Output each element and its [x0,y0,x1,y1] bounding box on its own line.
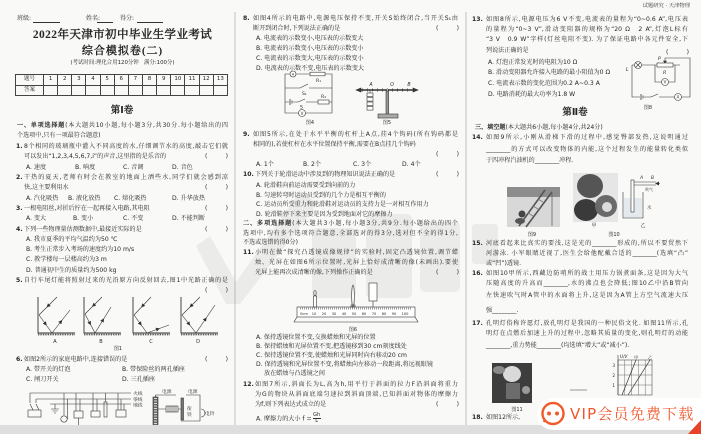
scale-label: 50 [351,312,357,316]
question-text: 光屏上能再次成清晰的像,下列操作正确的是 [255,269,373,276]
figure-2-household-circuit [28,393,131,429]
fig8-caption: 图8 [643,105,653,111]
score-label: 得分: [120,15,135,22]
option-d: D. 三孔插座 [122,376,155,383]
answer-cell [128,85,142,96]
fig2-neutral-wire-label: 零线 [133,398,143,403]
table-question-number: 11 [185,75,199,86]
figure-10-pressure-cooker-photo [573,173,618,222]
scale-label: 10 [311,312,317,316]
option-d: D. 升华放热 [172,195,205,202]
answer-cell [171,85,185,96]
fig9-caption: 图9 [527,232,537,238]
answer-bracket: ( ) [436,269,460,276]
figure-1-reflection-diagrams [38,297,218,335]
figure-11-sky-lantern-photo [492,363,532,403]
table-question-number: 4 [86,75,100,86]
section-3-text: (本大题共6小题,每小题4分,共24分) [505,124,603,131]
question-text: 断开到闭合时,下列说法正确的是 [253,25,341,32]
fig3-armature-label-1: 衔 [187,407,192,412]
question-number: 4. [16,226,23,233]
option-c: C. 音调 [123,164,144,171]
table-question-number: 5 [100,75,114,86]
fig2-ground-wire-label: 地线 [133,403,143,409]
question-text: 如图9所示,小刚从滑梯下滑的过程中,感觉臀部发热,这说明通过 [486,134,688,141]
answer-table-number-row [16,75,228,86]
figure-8-circuit [632,58,690,101]
option-a: A. 汽化吸热 [26,195,59,202]
question-text: 河游泳. 小军眼睛近视了,医生会给他配戴合适的________(选填“凸” [486,250,688,257]
fig5-pivot-o-label: O [390,83,394,88]
fig4-ammeter-symbol: A [291,72,295,77]
option-c: C. 闸刀开关 [26,376,59,383]
question-text: 如图4所示的电路中,电源电压保持不变,开关S始终闭合,当开关S₁由 [253,15,458,22]
graph-series-jia: 甲 [634,355,639,360]
option-d: D. 4个 [402,161,421,168]
section-1-text: 个选项中,只有一项最符合题意) [17,132,101,139]
section-2-text: (本大题共3小题,每小题3分,共9分.每小题给出的四个 [292,220,458,227]
fraction-numerator: Gh [313,412,321,418]
question-number: 3. [16,205,23,212]
section-2-title: 二、多项选择题 [243,220,293,227]
scale-label: 60 [361,312,367,316]
graph-y-tick-2: 2 [612,373,615,378]
option-d: D. 电路消耗的最大功率为1.8 W [488,91,576,98]
fig6-caption: 图6 [348,327,358,333]
fig4-r1-label: R₁ [316,79,322,84]
scale-label: 90 [391,312,397,316]
fig8-slider-label: P [658,57,661,62]
answer-cell [142,85,156,96]
exam-title: 2022年天津市初中毕业生学业考试 [32,29,213,41]
fig5-caption: 图5 [382,120,392,126]
answer-table-answer-row [16,85,228,96]
fig10-tube-b-label: B [651,176,655,181]
figure-3-electric-bell [153,395,205,429]
exam-time-score-note: (考试时间:理化合用120分钟 满分:100分) [70,59,175,66]
question-text: 如图10甲所示,西藏边防哨所的战士用压力锅煮面条,这是因为大气 [486,270,688,277]
question-number: 10. [243,171,254,178]
option-b: B. 2个 [303,161,322,168]
option-b: B. 滑动变阻器允许接入电路的最小阻值为0 Ω [488,69,611,76]
question-text: ________,重力势能________(均选填“增大”或“减小”). [486,342,630,349]
fig8-voltmeter-symbol: V [663,79,667,85]
question-number: 6. [16,356,23,363]
question-text: 为G的物块从斜面底端匀速拉到斜面顶端,已知斜面对物体的摩擦力 [255,391,458,398]
name-blank [97,22,113,23]
fig10-tube-a-label: A [640,176,644,181]
scale-label: 0cm [300,312,308,316]
fig10-water-label: 水 [647,206,652,211]
figure-5-lever [356,88,418,118]
graph-y-axis-label: U/V [620,354,628,359]
question-number: 13. [472,16,483,23]
section-3-heading [475,124,603,132]
question-text: 小明在做“探究凸透镜成像规律”的实验时,固定凸透镜位置,调节蜡 [255,249,458,256]
table-row-label: 题号 [16,75,44,86]
option-d: D. 普通初中生的质量约为500 kg [26,267,117,274]
answer-cell [213,85,227,96]
answer-cell [44,85,58,96]
question-text: 左快速吹气时A管中的水面将上升,这是因为A管上方空气流速大压 [486,292,688,299]
answer-bracket: ( ) [436,151,460,158]
question-number: 9. [243,131,250,138]
answer-bracket: ( ) [205,287,229,294]
name-label: 姓名: [86,15,101,22]
option-c: C. 电流表的示数变大,电压表的示数变小 [256,55,364,62]
question-number: 16. [472,270,483,277]
scale-label: 100 [401,312,409,316]
section-2-text: 不选或选错的得0分) [243,239,299,246]
fig3-source-label-1: 电源 [162,390,172,395]
answer-cell [185,85,199,96]
answer-bracket: ( ) [205,153,229,160]
fig2-live-wire-label: 火线 [133,392,143,397]
option-d: D. 保持透镜和光屏位置不变,将蜡烛向左移动一段距离,将远视眼镜 [256,361,433,368]
question-text: 如图5所示,在处于水平平衡的杠杆上A点,挂4个钩码(所有钩码都是 [253,131,458,138]
option-c: C. 3个 [353,161,372,168]
option-d: D. 音色 [172,164,193,171]
option-b: B. 电流表的示数变小,电压表的示数变小 [256,45,364,52]
fig4-r2-label: R₂ [321,95,327,100]
scale-label: 70 [371,312,377,316]
answer-bracket: ( ) [205,226,229,233]
figure-4-circuit [285,71,332,117]
answer-bracket: ( ) [436,171,460,178]
table-question-number: 2 [58,75,72,86]
option-b: B. 保持蜡烛和光屏位置不变,把透镜移到30 cm刻度线处 [256,343,407,350]
table-question-number: 3 [72,75,86,86]
answer-cell [114,85,128,96]
question-number: 2. [16,174,23,181]
fig3-source-label-2: 电源 [188,390,198,395]
scale-label: 20 [321,312,327,316]
table-question-number: 7 [128,75,142,86]
question-text: 快,这主要利用水 [24,184,69,191]
question-text: 河底看起来比真实的要浅,这是光的________形成的,所以不要贸然下 [486,240,688,247]
table-question-number: 6 [114,75,128,86]
option-d: D. 不能判断 [172,215,205,222]
option-c: C. 教学楼每一层楼高约为3 m [26,256,107,263]
question-number: 17. [472,320,483,327]
question-text: 如图12所示, [486,414,521,421]
option-c: C. 保持透镜位置不变,使蜡烛和光屏同时向右移动20 cm [256,352,407,359]
option-a [256,413,321,423]
option-c: C. 运动员所受重力和轮滑鞋对运动员的支持力是一对相互作用力 [256,201,429,208]
score-blank [137,22,163,23]
question-number: 8. [243,15,250,22]
option-a: A. 电流表的示数变小,电压表的示数变大 [256,35,364,42]
question-text: 如图7所示,斜面长为L,高为h,用平行于斜面的拉力F沿斜面将重力 [255,381,458,388]
question-text: 列说法正确的是 [486,47,529,54]
answer-cell [100,85,114,96]
question-number: 5. [16,277,23,284]
fig3-bell-label: 电铃 [205,412,215,417]
fig10-sub-label-yi: 乙 [640,223,646,229]
section-2-heading [243,220,458,228]
scale-label: 40 [341,312,347,316]
option-a: A. 带开关的灯泡 [26,366,71,373]
question-text: 下列一些物理量估测数据中,最接近实际的是 [24,226,142,233]
question-number: 1. [16,143,23,150]
part-1-title: 第Ⅰ卷 [110,105,134,116]
question-text: 自行车尾灯能将照射过来的光沿原方向反射回去,图1中光路正确的是 [24,277,228,284]
question-text: 为f,则下列表达式成立的是 [255,401,327,408]
section-2-text: 选项中,均有多个选项符合题意,全部选对的得3分,选对但不全的得1分, [243,230,458,237]
fig10-caption: 图10 [608,232,620,238]
fig4-s-label: S [300,105,303,111]
question-text: 相同的),若使杠杆在水平位置保持平衡,需要在B点挂几个钩码 [253,141,416,148]
question-text: 8个相同的玻璃瓶中灌入不同高度的水,仔细调节水的高度,敲击它们就 [24,143,228,150]
fraction [313,413,321,424]
question-number: 18. [472,414,483,421]
question-text: 如图8所示,电源电压为6 V不变,电流表的量程为“0~0.6 A”,电压表 [486,16,688,23]
option-b: B. 匀速转弯时运动员受到的几个力是相互平衡的 [256,192,386,199]
exam-subtitle-volume: 综合模拟卷(二) [81,45,164,57]
option-b: B. 液化放热 [68,195,101,202]
graph-y-tick-1: 1 [612,383,615,388]
option-a: A. 变大 [26,215,47,222]
vip-download-banner[interactable] [537,398,701,430]
option-c: C. 电流表示数的变化范围为0.2 A~0.3 A [488,80,600,87]
question-text: 下列关于轮滑运动中涉及到的物理知识说法正确的是 [255,171,396,178]
fig1-label-a: A [53,339,57,345]
table-question-number: 10 [171,75,185,86]
question-text: 或“凹”)透镜. [486,260,522,267]
graph-y-tick-3: 3 [612,363,615,368]
question-text: 烛、光屏在如图6所示位置时,光屏上恰好成清晰的像(未画出).要使 [255,259,458,266]
option-b: B. 响度 [75,164,96,171]
table-question-number: 9 [157,75,171,86]
fraction-denominator: L [315,418,319,424]
figure-11-voltage-graph [570,355,652,395]
fig8-lamp-label: L [626,68,629,73]
option-a: A. 灯泡正常发光时的电阻为10 Ω [488,59,578,66]
figure-9-slide-photo [507,187,560,227]
option-b: B. 变小 [73,215,94,222]
question-text: 于四冲程汽油机的________冲程. [486,157,574,164]
answer-cell [199,85,213,96]
question-text: 干热的夏天,老师有时会在教室的地面上洒些水,同学们就会感到凉 [24,174,228,181]
answer-cell [72,85,86,96]
running-title: 试题研究 · 天津物理 [642,2,690,9]
option-d: D. 轮滑鞋停下来主要是因为受到地面对它的摩擦力 [256,211,393,218]
fig10-blow-label: 吹气 [645,187,653,192]
question-number: 14. [472,134,483,141]
answer-cell [86,85,100,96]
fig1-label-c: C [149,339,153,345]
fig1-label-d: D [196,339,200,345]
question-text: 孔明灯俗称许愿灯,放孔明灯是我国的一种民俗文化. 如图11所示,孔 [486,320,688,327]
option-b: B. 带保险丝的两孔插座 [122,366,185,373]
option-a: A. 我市夏季的平均气温约为50 ℃ [26,236,118,243]
answer-bracket: ( ) [666,49,690,56]
fig8-rheostat-label: R [663,71,667,76]
option-d: D. 电流表的示数不变,电压表的示数变大 [256,65,365,72]
figure-10-tube-experiment [623,180,660,218]
fig10-sub-label-jia: 甲 [591,223,597,229]
vip-download-text: VIP会员免费下载 [570,405,695,423]
question-text: 的量程为“0~3 V”,滑动变阻器的规格为“20 Ω 2 A”,灯泡L标有 [486,26,688,33]
part-2-title: 第Ⅱ卷 [562,107,588,118]
fig4-s1-label: S₁ [302,92,307,97]
answer-bracket: ( ) [205,184,229,191]
answer-bracket: ( ) [436,25,460,32]
fig5-point-a-label: A [369,83,373,88]
option-a-text: A. 摩擦力的大小 f = [256,415,312,423]
scale-label: 30 [331,312,337,316]
option-c: C. 熔化吸热 [114,195,147,202]
answer-cell [157,85,171,96]
fig4-voltmeter-symbol: V [300,110,304,116]
option-a: A. 保持透镜位置不变,交换蜡烛和光屏的位置 [256,334,376,341]
scale-label: 80 [381,312,387,316]
question-number: 11. [243,249,254,256]
option-a: A. 速度 [26,164,47,171]
option-a: A. 1个 [256,161,274,168]
fig3-armature-label-2: 铁 [187,413,192,418]
table-question-number: 12 [199,75,213,86]
table-question-number: 13 [213,75,227,86]
option-a: A. 轮滑鞋向前运动需要受到向前的力 [256,182,356,189]
section-1-text: (本大题共10小题,每小题3分,共30分.每小题给出的四 [65,122,228,129]
answer-cell [58,85,72,96]
class-blank [33,22,60,23]
question-text: 如图2所示的家庭电路中,连接错误的是 [24,356,128,363]
class-label: 班级: [17,15,32,22]
question-text: 可以发出“1,2,3,4,5,6,7,i”的声音,这里指的是乐音的 [24,153,167,160]
question-text: “3 V 0.9 W”字样(灯丝电阻不变). 为了保证电路中各元件安全,下 [486,36,688,43]
question-number: 15. [472,240,483,247]
fig1-label-b: B [99,339,103,345]
table-question-number: 1 [44,75,58,86]
answer-bracket: ( ) [436,401,460,408]
option-c: C. 不变 [123,215,144,222]
table-question-number: 8 [142,75,156,86]
fig5-point-b-label: B [407,83,411,88]
fig4-caption: 图4 [305,120,315,126]
fig8-ammeter-symbol: A [676,94,680,100]
section-1-heading [17,122,228,130]
question-number: 12. [243,381,254,388]
answer-bracket: ( ) [205,205,229,212]
option-d-continued: 放在蜡烛与凸透镜之间 [264,370,325,377]
section-3-title: 三、填空题 [475,124,506,131]
corner-marker [688,420,701,434]
fig1-caption: 图1 [113,346,123,352]
question-text: 压随高度的升高而________,水的沸点也会降低;图10乙中沿B管向 [486,280,688,287]
question-text: 明灯在点燃后加速上升的过程中,忽略其质量的变化,则孔明灯的动能 [486,330,688,337]
question-text: 一根电阻丝,对折后拧在一起再接入电路,其电阻 [24,205,150,212]
answer-table [15,74,228,96]
chat-bubble-icon [539,400,567,428]
question-text: 强________. [486,307,519,314]
table-row-label: 答案 [16,85,44,96]
section-1-title: 一、单项选择题 [17,122,66,129]
option-b: B. 考生正常步入考场的速度约为10 m/s [26,246,135,253]
fig11-caption: 图11 [511,407,523,413]
answer-bracket: ( ) [205,356,229,363]
graph-series-yi: 乙 [648,355,653,360]
question-text: ________的方式可以改变物体的内能,这个过程发生的能量转化类似 [486,146,688,153]
